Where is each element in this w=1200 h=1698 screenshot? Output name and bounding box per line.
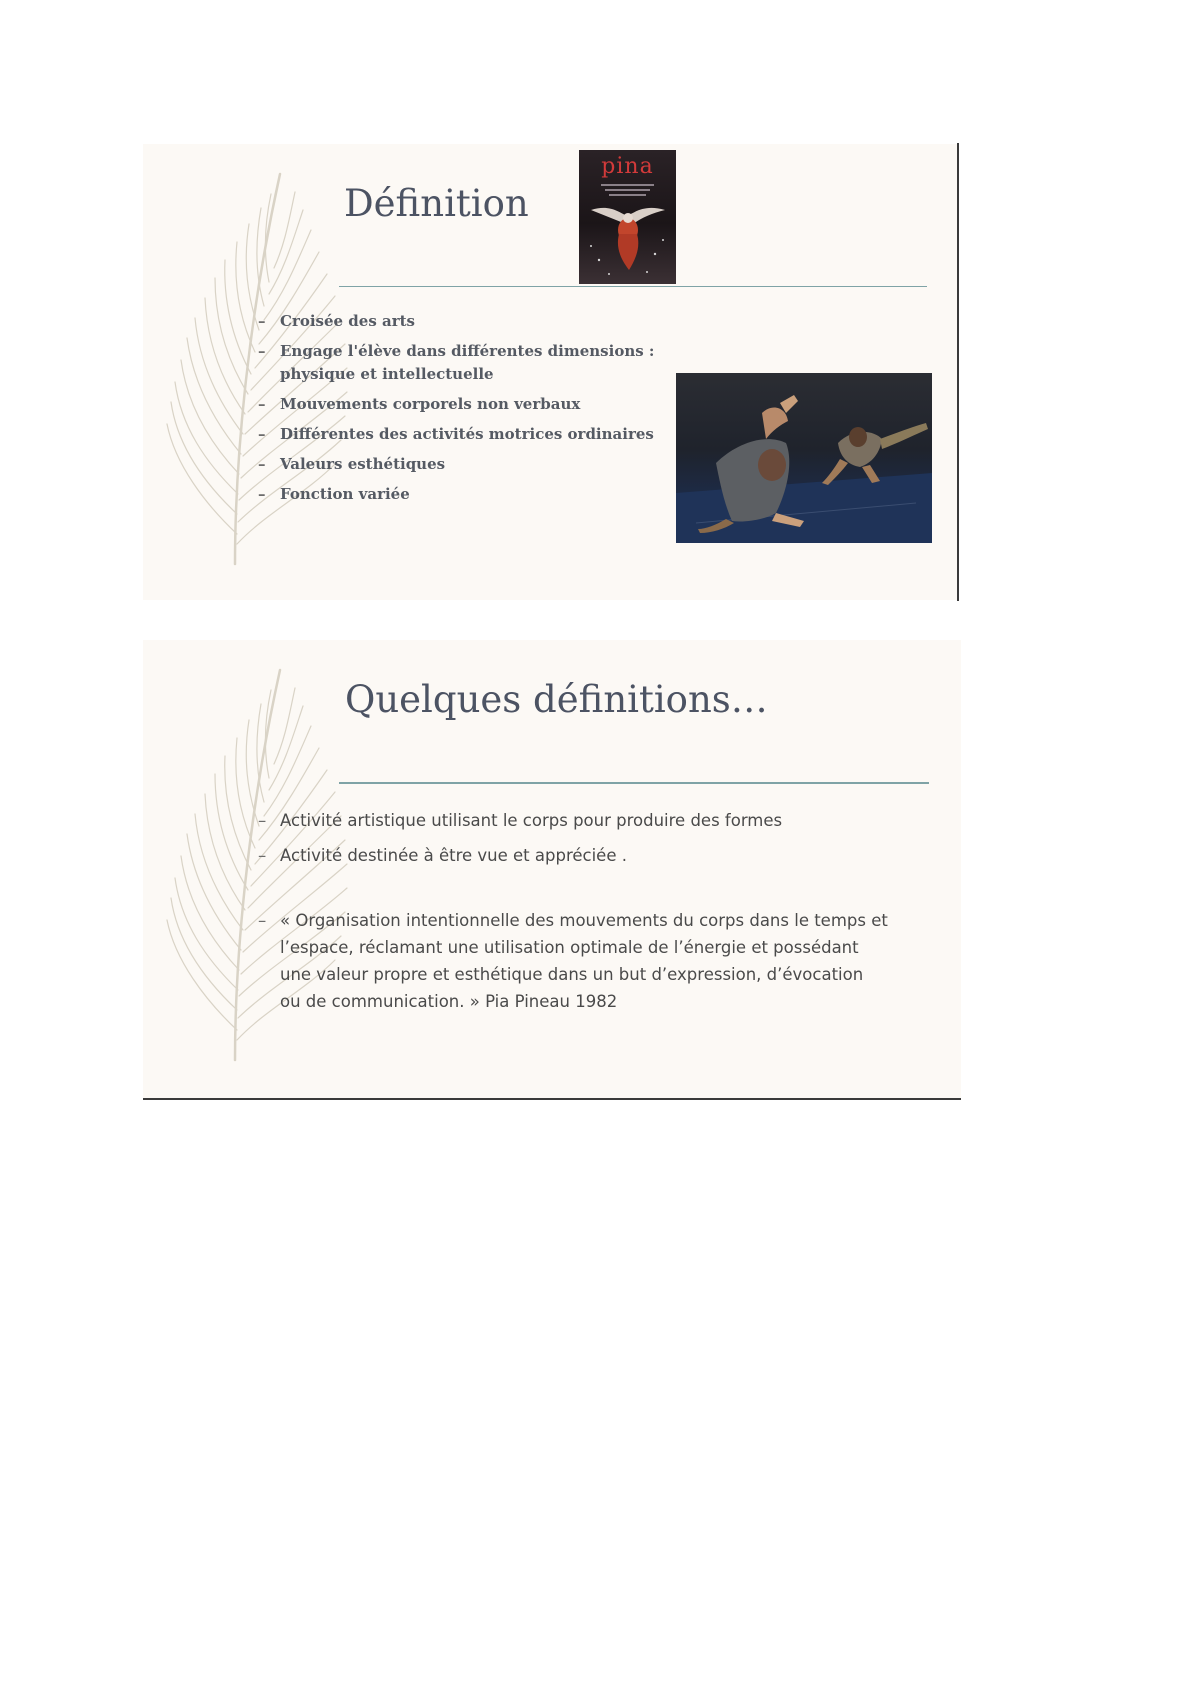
definitions-bullet-list — [258, 807, 888, 1023]
bullet-text: Croisée des arts — [280, 312, 415, 330]
list-item — [258, 807, 888, 834]
bullet-dash: – — [258, 846, 267, 865]
bullet-dash: – — [258, 342, 266, 360]
bullet-text: Activité destinée à être vue et appréciée . — [280, 846, 627, 865]
list-item — [258, 310, 678, 333]
bullet-text: Valeurs esthétiques — [280, 455, 446, 473]
list-item — [258, 483, 678, 506]
list-item — [258, 453, 678, 476]
dancer-silhouette-icon — [579, 150, 676, 284]
slide-border — [143, 1098, 961, 1100]
title-divider — [339, 286, 927, 287]
title-divider — [339, 782, 929, 784]
poster-title: pina — [601, 154, 654, 179]
slide-title: Quelques définitions… — [345, 678, 768, 721]
bullet-dash: – — [258, 911, 267, 930]
dancers-figures-icon — [676, 373, 932, 543]
slide-definition — [143, 144, 959, 600]
definition-bullet-list — [258, 310, 678, 513]
slide-title: Définition — [344, 182, 529, 225]
bullet-text: Activité artistique utilisant le corps pour produire des formes — [280, 811, 783, 830]
list-item — [258, 423, 678, 446]
bullet-dash: – — [258, 312, 266, 330]
bullet-dash: – — [258, 811, 267, 830]
slide-border — [957, 143, 959, 601]
bullet-dash: – — [258, 455, 266, 473]
list-item — [258, 340, 678, 386]
slide-quelques-definitions — [143, 640, 961, 1099]
bullet-dash: – — [258, 485, 266, 503]
bullet-dash: – — [258, 425, 266, 443]
bullet-dash: – — [258, 395, 266, 413]
bullet-text: Mouvements corporels non verbaux — [280, 395, 581, 413]
list-item — [258, 393, 678, 416]
list-item — [258, 907, 888, 1015]
bullet-text: Fonction variée — [280, 485, 410, 503]
list-item — [258, 842, 888, 869]
pina-poster-image — [579, 150, 676, 284]
dancers-photo — [676, 373, 932, 543]
bullet-text: Engage l'élève dans différentes dimensions : physique et intellectuelle — [280, 342, 655, 383]
bullet-text: « Organisation intentionnelle des mouvements du corps dans le temps et l’espace, réclamant une utilisation optimale de l’énergie et possédant une valeur propre et esthétique dans un but d’expression, d’évocation ou de communication. » Pia Pineau 1982 — [280, 911, 888, 1011]
bullet-text: Différentes des activités motrices ordinaires — [280, 425, 654, 443]
